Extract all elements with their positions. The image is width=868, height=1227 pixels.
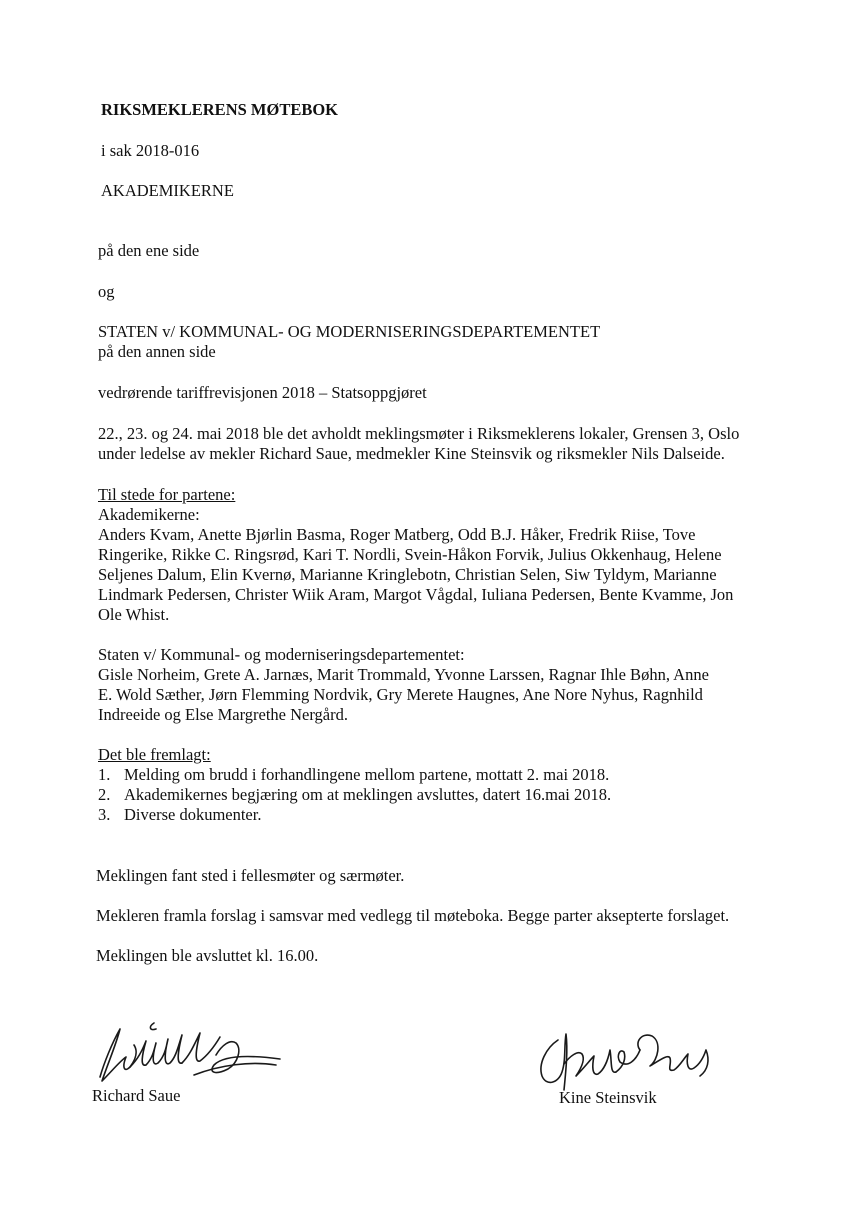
handwritten-signature <box>90 1015 290 1095</box>
presented-heading: Det ble fremlagt: <box>98 745 211 764</box>
attendee-line: Indreeide og Else Margrethe Nergård. <box>98 705 348 724</box>
attendee-line: E. Wold Sæther, Jørn Flemming Nordvik, Gry Merete Haugnes, Ane Nore Nyhus, Ragnhild <box>98 685 703 704</box>
staten-section <box>98 645 709 725</box>
attendees-section <box>98 485 733 625</box>
attendee-line: Seljenes Dalum, Elin Kvernø, Marianne Kringlebotn, Christian Selen, Siw Tyldym, Marianne <box>98 565 717 584</box>
attendee-line: Gisle Norheim, Grete A. Jarnæs, Marit Trommald, Yvonne Larssen, Ragnar Ihle Bøhn, Anne <box>98 665 709 684</box>
list-item: 2. Akademikernes begjæring om at meklingen avsluttes, datert 16.mai 2018. <box>98 785 612 804</box>
attendee-line: Ole Whist. <box>98 605 170 624</box>
party1-side: på den ene side <box>98 241 200 260</box>
attendee-line: Ringerike, Rikke C. Ringsrød, Kari T. Nordli, Svein-Håkon Forvik, Julius Okkenhaug, Helene <box>98 545 722 564</box>
subject-line: vedrørende tariffrevisjonen 2018 – Statsoppgjøret <box>98 383 427 402</box>
attendee-line: Anders Kvam, Anette Bjørlin Basma, Roger Matberg, Odd B.J. Håker, Fredrik Riise, Tove <box>98 525 696 544</box>
conjunction: og <box>98 282 115 301</box>
document-title: RIKSMEKLERENS MØTEBOK <box>101 100 339 119</box>
signature-name: Kine Steinsvik <box>559 1088 657 1107</box>
closing-line: Meklingen ble avsluttet kl. 16.00. <box>96 946 319 965</box>
present-heading: Til stede for partene: <box>98 485 236 504</box>
meeting-paragraph <box>98 424 739 464</box>
presented-section <box>98 745 611 825</box>
signature-name: Richard Saue <box>92 1086 181 1105</box>
meeting-line: 22., 23. og 24. mai 2018 ble det avholdt meklingsmøter i Riksmeklerens lokaler, Grensen 3, Oslo <box>98 424 740 443</box>
meeting-line: under ledelse av mekler Richard Saue, medmekler Kine Steinsvik og riksmekler Nils Dalseide. <box>98 444 725 463</box>
attendee-line: Lindmark Pedersen, Christer Wiik Aram, Margot Vågdal, Iuliana Pedersen, Bente Kvamme, Jon <box>98 585 734 604</box>
signature-richard-saue <box>90 1015 290 1095</box>
party2-name: STATEN v/ KOMMUNAL- OG MODERNISERINGSDEPARTEMENTET <box>98 322 601 341</box>
party2-side: på den annen side <box>98 342 216 361</box>
party1-name: AKADEMIKERNE <box>101 181 234 200</box>
list-item: 3. Diverse dokumenter. <box>98 805 262 824</box>
closing-line: Meklingen fant sted i fellesmøter og særmøter. <box>96 866 405 885</box>
case-number: i sak 2018-016 <box>101 141 200 160</box>
closing-line: Mekleren framla forslag i samsvar med vedlegg til møteboka. Begge parter aksepterte forslaget. <box>96 906 730 925</box>
staten-heading: Staten v/ Kommunal- og moderniseringsdepartementet: <box>98 645 465 664</box>
list-item: 1. Melding om brudd i forhandlingene mellom partene, mottatt 2. mai 2018. <box>98 765 610 784</box>
akademikerne-heading: Akademikerne: <box>98 505 200 524</box>
